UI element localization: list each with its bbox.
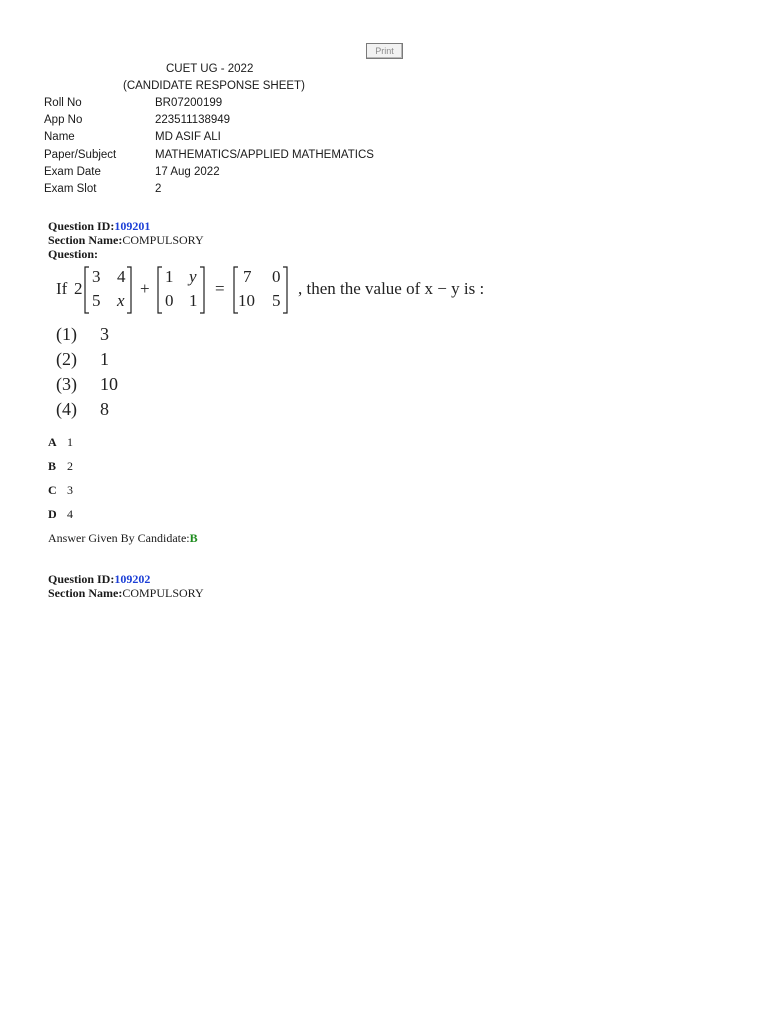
question-id: 109202 [114,572,151,586]
option-value: 3 [100,324,109,344]
option-line [56,322,109,347]
choice-a [48,434,73,458]
option-number: (4) [56,399,77,419]
matrix-b-cell: y [189,267,197,286]
matrix-b-cell: 1 [189,291,198,310]
section-name: COMPULSORY [122,233,204,247]
question-id: 109201 [114,219,151,233]
matrix-c-cell: 7 [243,267,252,286]
matrix-b-cell: 1 [165,267,174,286]
matrix-a-cell: x [117,291,125,310]
info-value: 223511138949 [155,114,231,127]
info-label: App No [44,114,83,127]
if-text: If [56,279,68,298]
question-id-label: Question ID: [48,219,115,233]
option-number: (1) [56,324,77,344]
option-number: (3) [56,374,77,394]
info-label: Name [44,131,75,144]
option-line [56,372,118,397]
choice-letter: A [48,435,57,449]
question-label: Question: [48,247,99,261]
info-row-name [44,130,374,147]
sheet-subtitle: (CANDIDATE RESPONSE SHEET) [123,80,305,92]
option-value: 8 [100,399,109,419]
section-name-label: Section Name: [48,233,123,247]
question-content [54,263,504,423]
info-value: BR07200199 [155,97,223,109]
section-name-line [48,586,204,600]
section-name-line [48,233,204,247]
info-row-exam-date [44,165,374,182]
info-value: 2 [155,182,162,195]
question-id-line [48,219,204,233]
answer-given [48,531,198,545]
section-name-label: Section Name: [48,586,123,600]
question-id-label: Question ID: [48,572,115,586]
option-value: 10 [100,374,118,394]
option-line [56,347,109,372]
scalar: 2 [74,279,83,298]
info-value: 17 Aug 2022 [155,165,220,178]
matrix-a-cell: 4 [117,267,126,286]
answer-choices [48,434,73,530]
matrix-equation [54,263,504,323]
info-value: MATHEMATICS/APPLIED MATHEMATICS [155,148,374,161]
plus-sign: + [140,279,150,298]
matrix-c-cell: 0 [272,267,281,286]
info-label: Exam Slot [44,182,97,195]
matrix-a-cell: 5 [92,291,101,310]
info-row-roll-no [44,96,374,113]
matrix-a-cell: 3 [92,267,101,286]
choice-letter: B [48,459,57,473]
info-row-paper-subject [44,148,374,165]
equals-sign: = [215,279,225,298]
choice-value: 3 [67,483,73,497]
choice-b [48,458,73,482]
choice-value: 2 [67,459,73,473]
matrix-b-cell: 0 [165,291,174,310]
candidate-info [44,96,374,199]
bracket-right [200,267,204,313]
sheet-title: CUET UG - 2022 [166,63,254,75]
question-suffix: , then the value of x − y is : [298,279,485,298]
option-number: (2) [56,349,77,369]
info-row-app-no [44,113,374,130]
option-value: 1 [100,349,109,369]
info-value: MD ASIF ALI [155,131,221,144]
question-header [48,572,204,600]
answer-value: B [189,531,198,545]
choice-value: 1 [67,435,73,449]
answer-label: Answer Given By Candidate: [48,531,190,545]
choice-letter: C [48,483,57,497]
bracket-left [158,267,162,313]
option-line [56,397,109,422]
matrix-c-cell: 10 [238,291,255,310]
question-id-line [48,572,204,586]
info-label: Exam Date [44,165,101,178]
choice-value: 4 [67,507,73,521]
choice-letter: D [48,507,57,521]
matrix-c-cell: 5 [272,291,281,310]
bracket-right [127,267,131,313]
print-button[interactable]: Print [366,43,403,59]
info-label: Paper/Subject [44,148,117,161]
section-name: COMPULSORY [122,586,204,600]
choice-d [48,506,73,530]
bracket-right [283,267,287,313]
choice-c [48,482,73,506]
bracket-left [85,267,89,313]
info-row-exam-slot [44,182,374,199]
info-label: Roll No [44,97,82,109]
question-header [48,219,204,261]
